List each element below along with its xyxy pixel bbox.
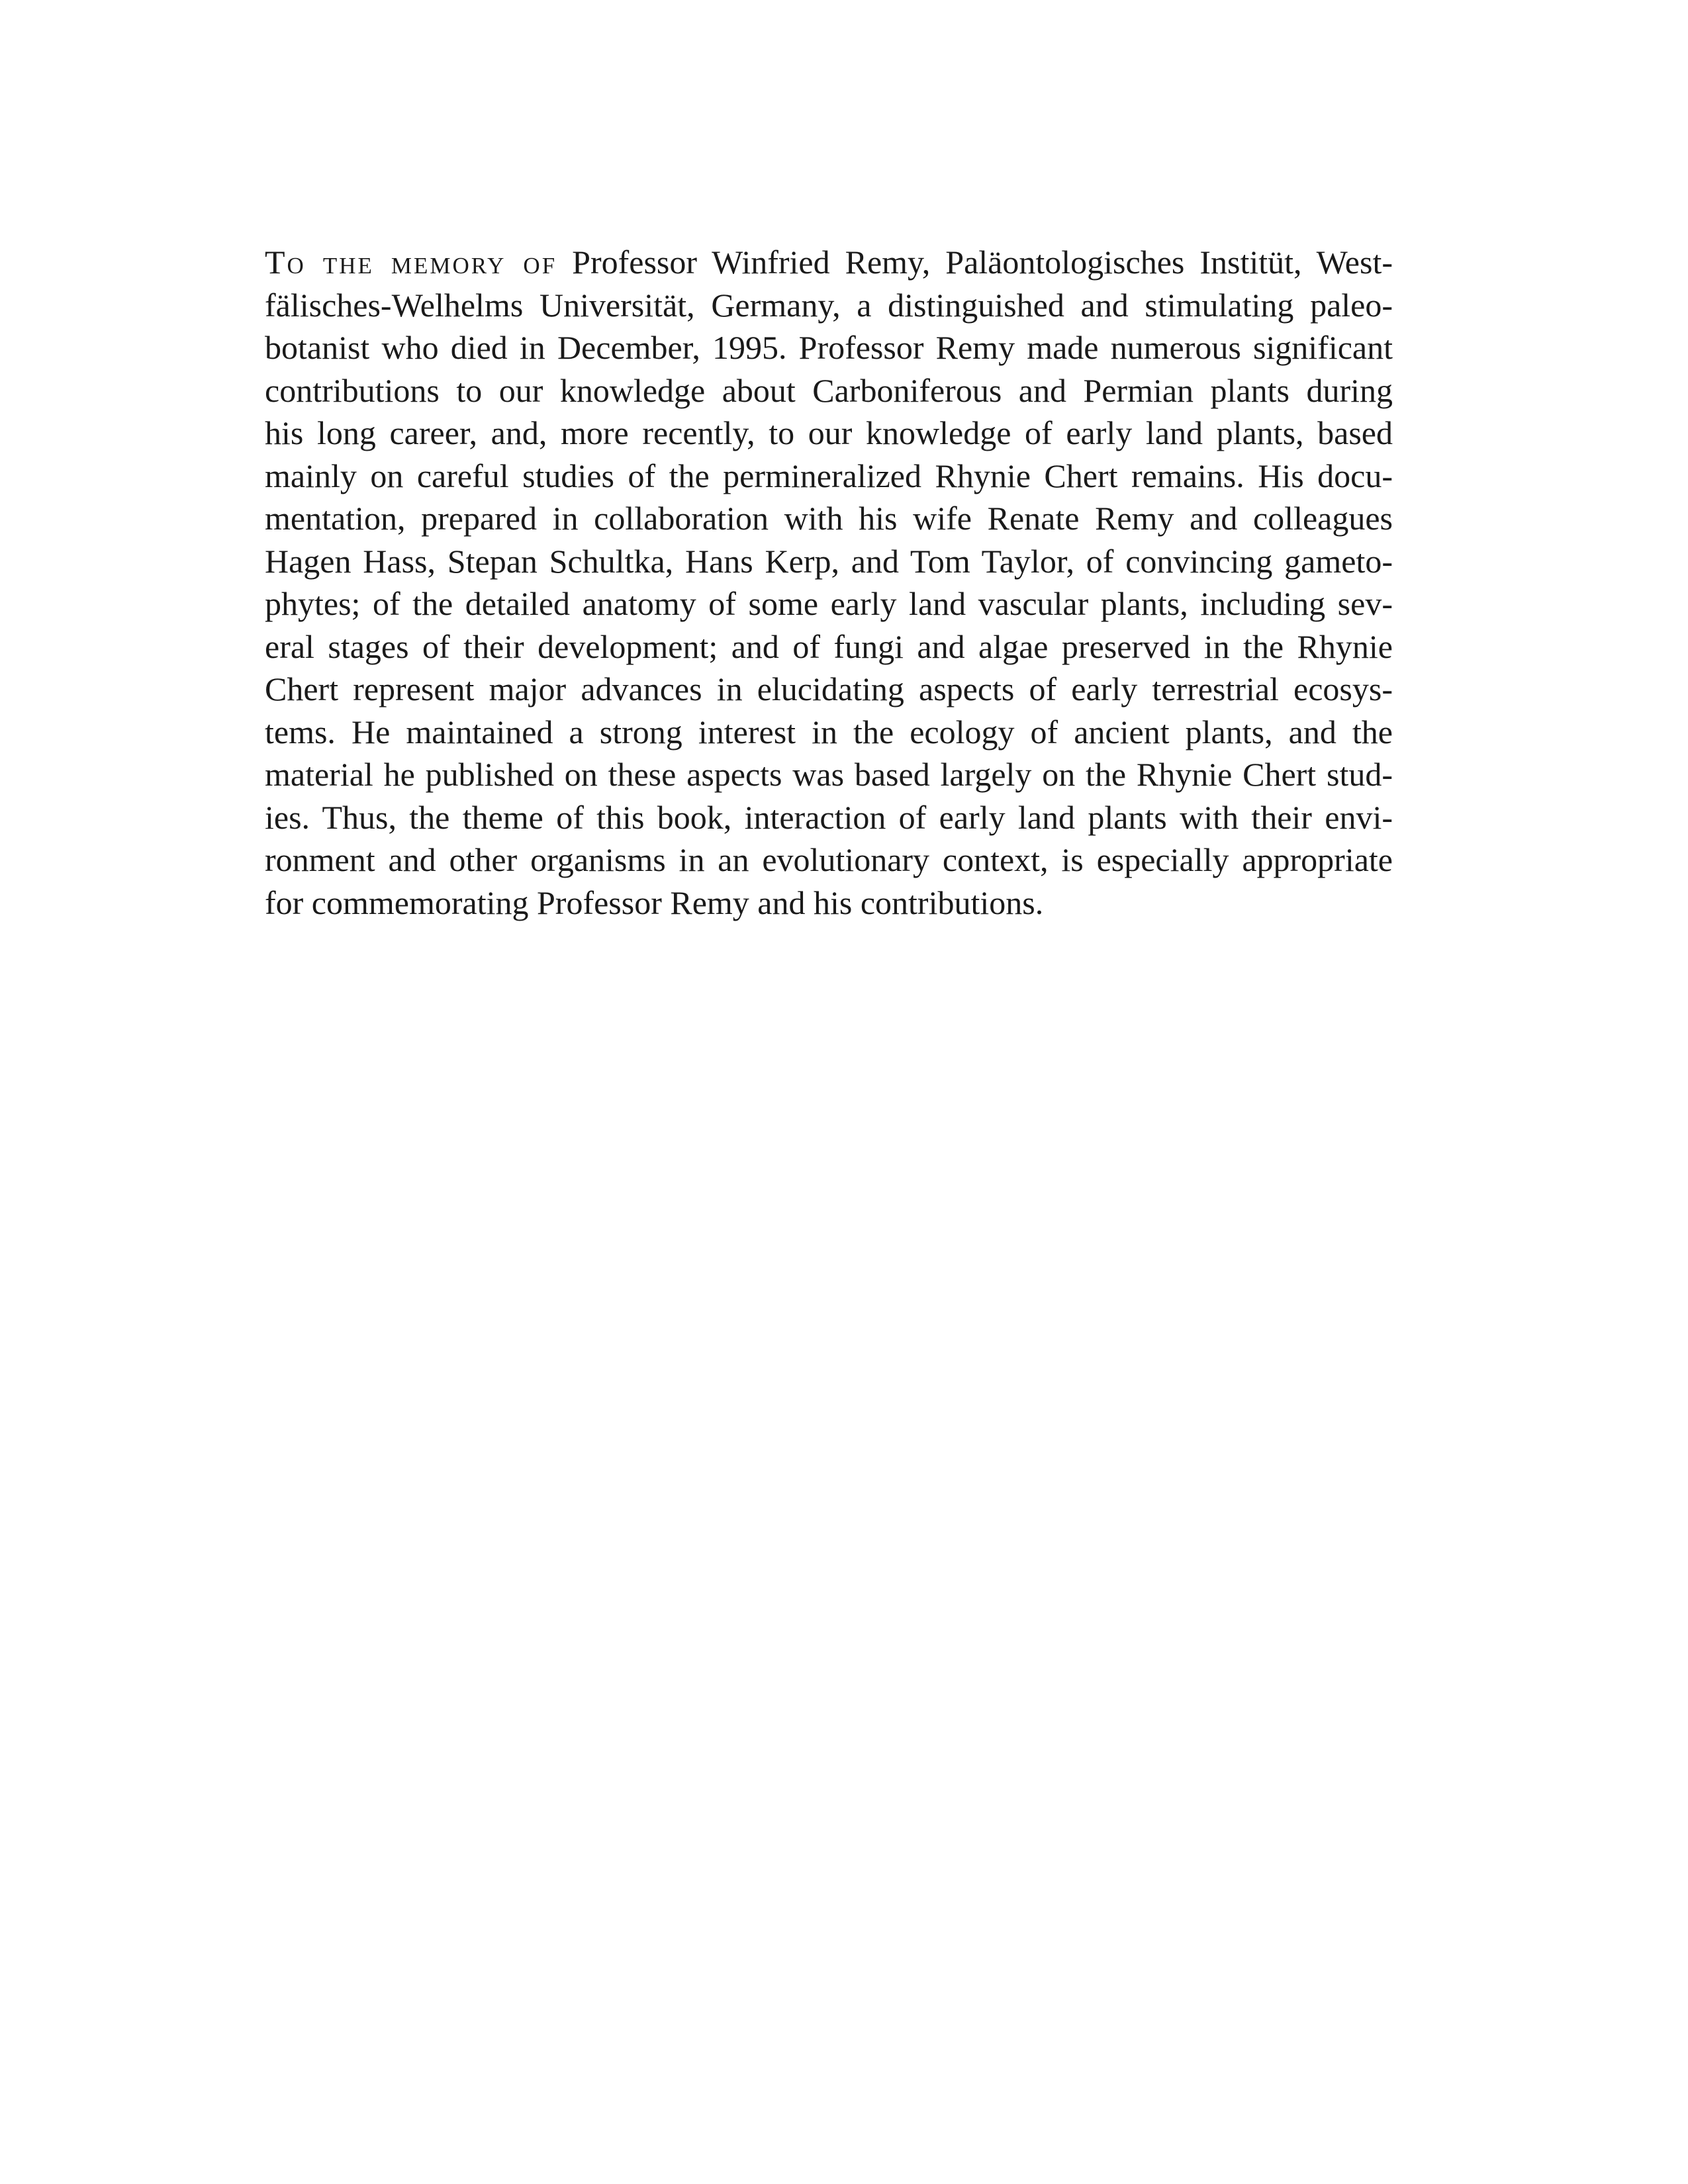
- dedication-line: tems. He maintained a strong interest in the ecology of ancient plants, and the: [265, 713, 1393, 751]
- dedication-line: his long career, and, more recently, to our knowledge of early land plants, based: [265, 414, 1393, 451]
- dedication-line: contributions to our knowledge about Carboniferous and Permian plants during: [265, 371, 1393, 409]
- dedication-line: eral stages of their development; and of fungi and algae preserved in the Rhynie: [265, 627, 1393, 665]
- dedication-line: [265, 241, 1393, 284]
- dedication-line: Hagen Hass, Stepan Schultka, Hans Kerp, and Tom Taylor, of convincing gameto-: [265, 542, 1393, 580]
- dedication-line: mentation, prepared in collaboration with his wife Renate Remy and colleagues: [265, 500, 1393, 537]
- dedication-line: mainly on careful studies of the permineralized Rhynie Chert remains. His docu-: [265, 457, 1393, 494]
- dedication-line: ies. Thus, the theme of this book, interaction of early land plants with their envi-: [265, 798, 1393, 836]
- dedication-line: fälisches-Welhelms Universität, Germany, a distinguished and stimulating paleo-: [265, 286, 1393, 324]
- dedication-lead-in: To the memory of: [265, 244, 557, 281]
- dedication-line: material he published on these aspects was based largely on the Rhynie Chert stud-: [265, 756, 1393, 793]
- dedication-line: Chert represent major advances in elucidating aspects of early terrestrial ecosys-: [265, 670, 1393, 707]
- dedication-line: phytes; of the detailed anatomy of some early land vascular plants, including sev-: [265, 585, 1393, 622]
- dedication-line: ronment and other organisms in an evolutionary context, is especially appropriate: [265, 841, 1393, 878]
- dedication-line: for commemorating Professor Remy and his contributions.: [265, 884, 1044, 921]
- dedication-paragraph: [265, 241, 1393, 924]
- dedication-line: botanist who died in December, 1995. Professor Remy made numerous significant: [265, 329, 1393, 366]
- dedication-line-text: Professor Winfried Remy, Paläontologisches Institüt, West-: [572, 244, 1393, 281]
